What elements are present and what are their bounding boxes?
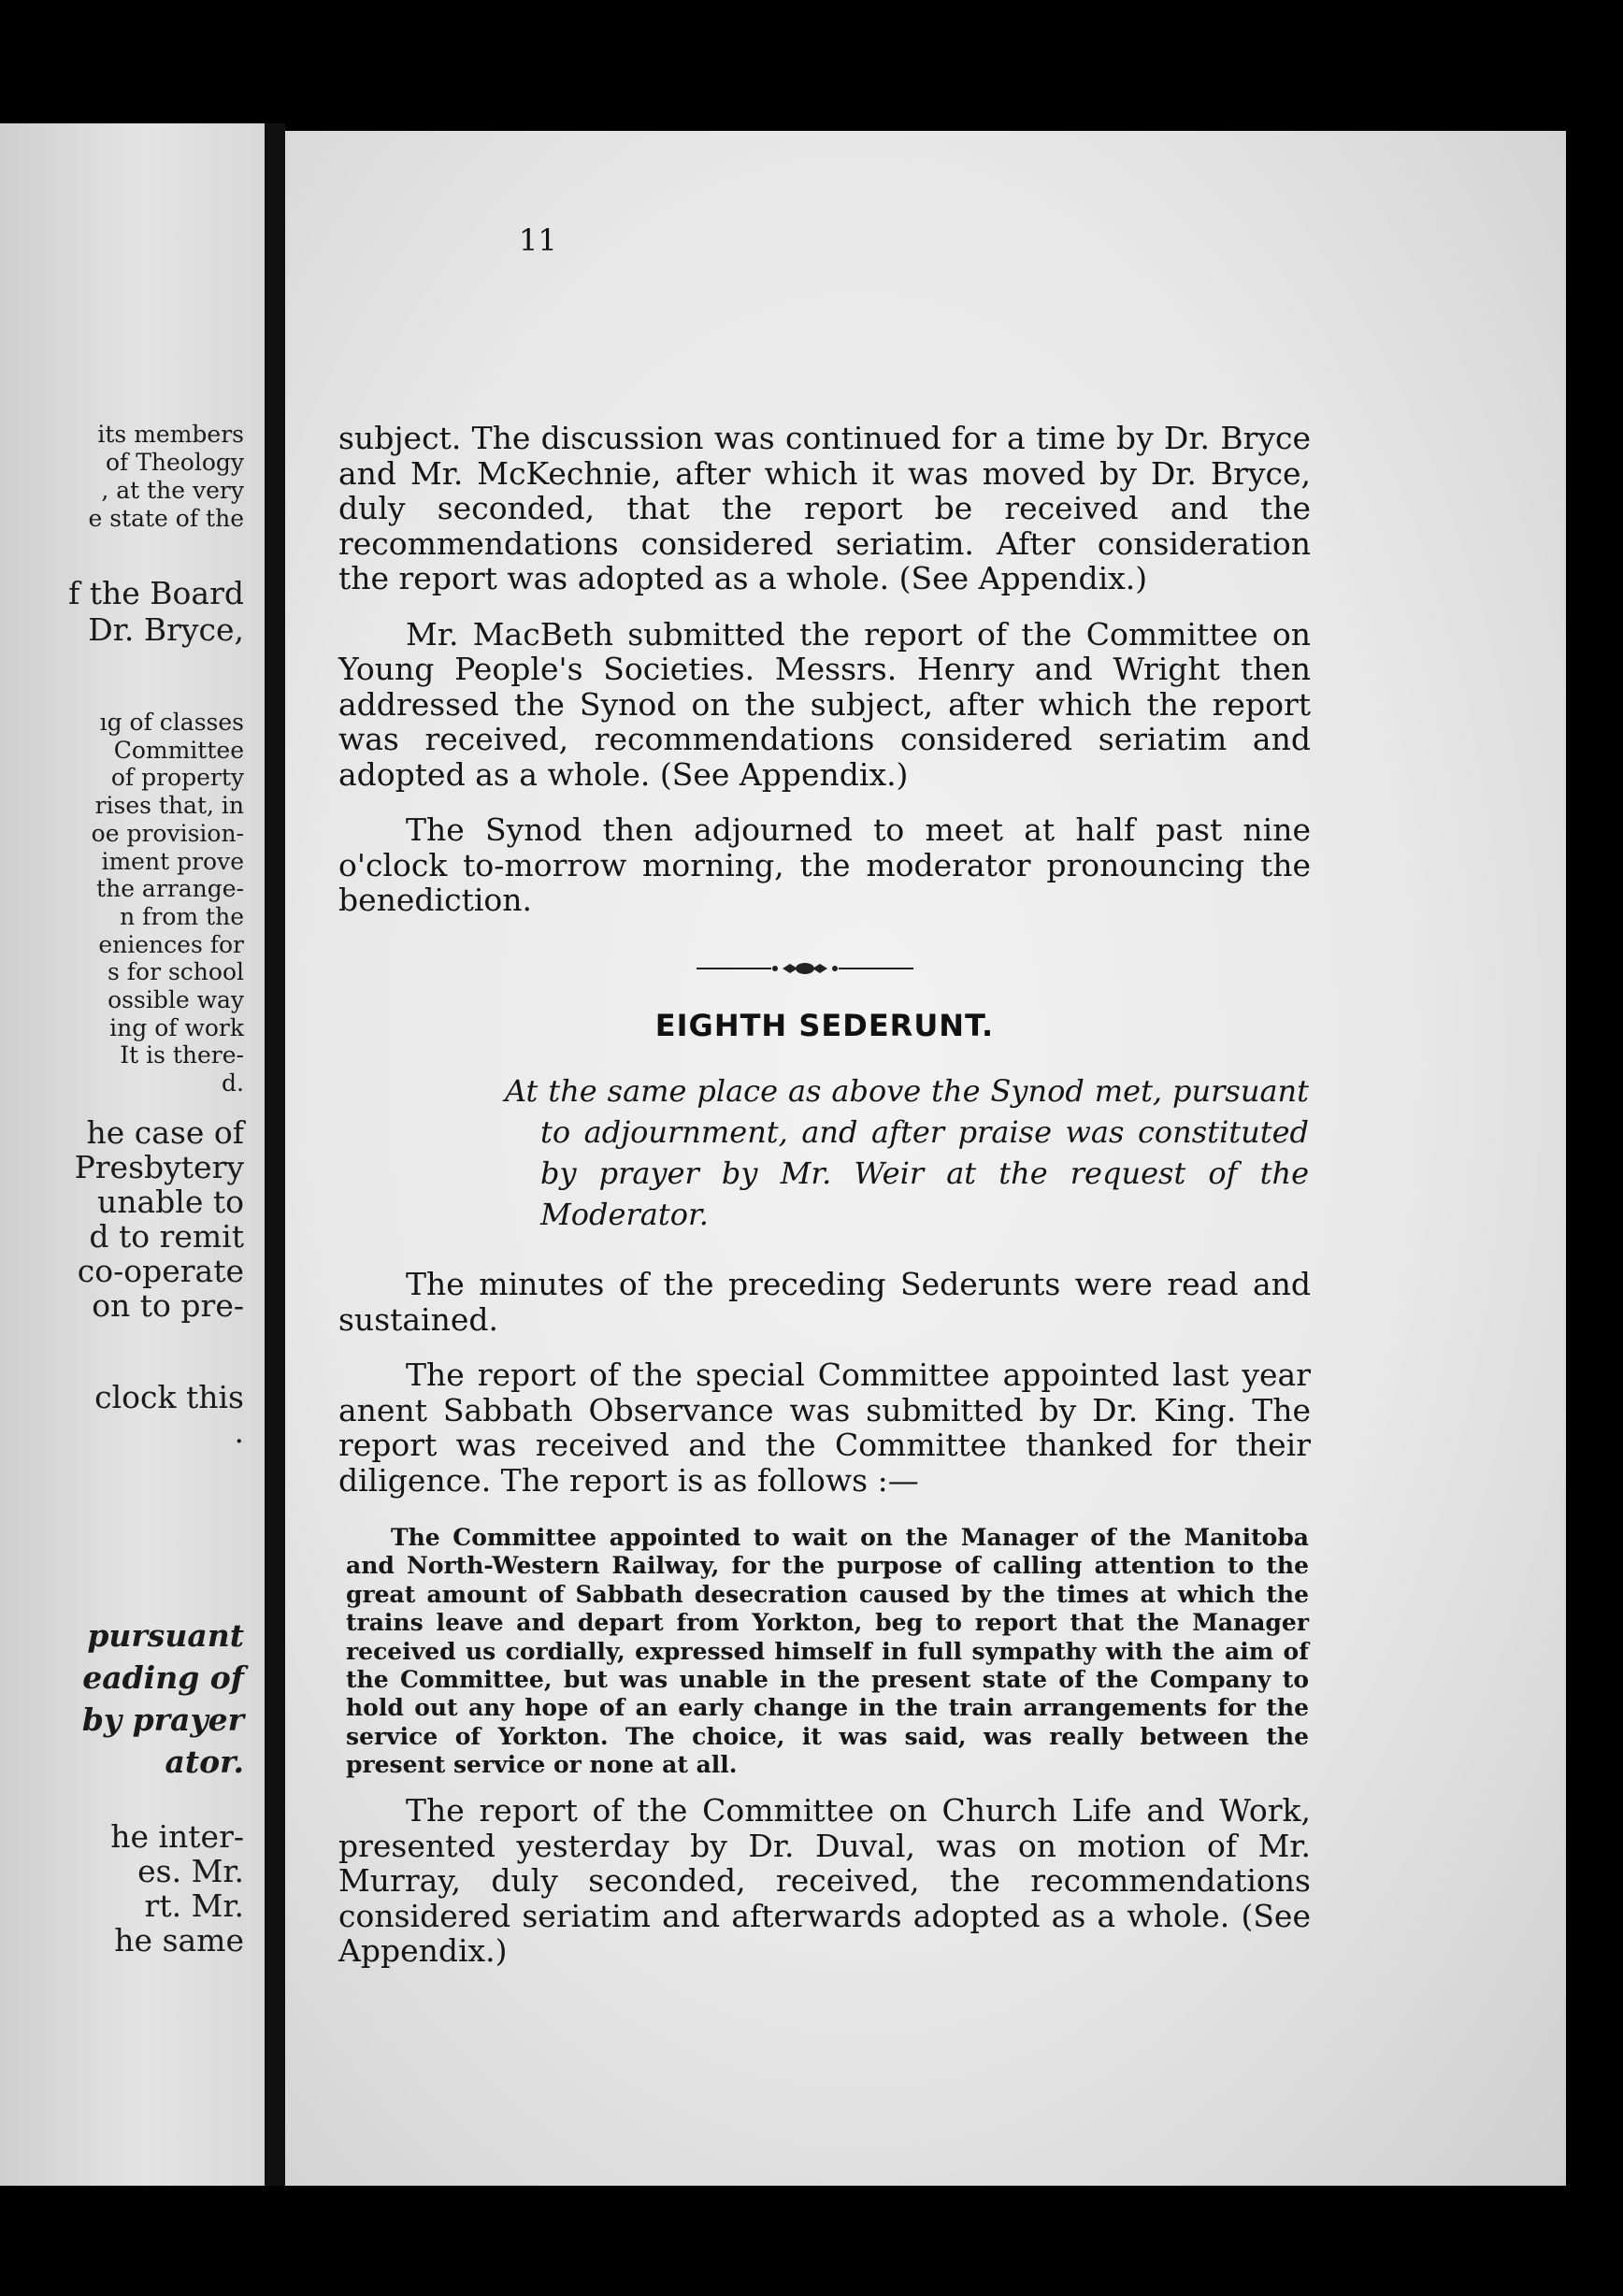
left-page-fragment: , at the very [101, 477, 244, 504]
left-page-fragment: oe provision- [91, 819, 244, 847]
left-page-fragment: co-operate [77, 1253, 244, 1289]
page-number: 11 [519, 222, 557, 258]
left-page-fragment: on to pre- [92, 1287, 244, 1324]
ornament-divider [697, 955, 913, 982]
paragraph-young-peoples-societies: Mr. MacBeth submitted the report of the Committee on Young People's Societies. Messrs. Henry and Wright then addressed the Synod on the subject, after which the report was received, recommendations considered seriatim and adopted as a whole. (See Appendix.) [338, 615, 1311, 793]
left-page-fragment: by prayer [81, 1701, 244, 1738]
left-page-fragment: he case of [86, 1114, 244, 1151]
section-heading: EIGHTH SEDERUNT. [654, 1008, 995, 1043]
left-page-fragment: the arrange- [96, 875, 244, 903]
left-page-fragment: s for school [107, 958, 244, 986]
left-page-fragment: he inter- [110, 1818, 244, 1855]
left-page-fragment: . [234, 1413, 244, 1450]
left-facing-page [0, 123, 265, 2189]
left-page-fragment: n from the [120, 902, 244, 930]
body-text-bottom [338, 1793, 1311, 1969]
left-page-fragment: Presbytery [74, 1149, 244, 1185]
paragraph-sabbath-report: The report of the special Committee appointed last year anent Sabbath Observance was submitted by Dr. King. The report was received and the Committee thanked for their diligence. The report is as follows :— [338, 1356, 1311, 1499]
left-page-fragment: ing of work [109, 1013, 244, 1041]
left-page-fragment: Dr. Bryce, [88, 611, 244, 648]
body-text-middle [338, 1267, 1311, 1498]
left-page-fragment: he same [114, 1922, 244, 1959]
left-page-fragment: clock this [94, 1379, 244, 1415]
left-page-fragment: f the Board [68, 575, 244, 611]
italic-intro-text: At the same place as above the Synod met, pursuant to adjournment, and after praise was constituted by prayer by Mr. Weir at the request of the Moderator. [505, 1073, 1309, 1232]
left-page-fragment: eading of [82, 1659, 244, 1696]
left-page-fragment: d to remit [89, 1218, 244, 1255]
left-page-fragment: ıg of classes [99, 709, 244, 736]
italic-intro [505, 1070, 1309, 1235]
left-page-fragment: rt. Mr. [144, 1887, 244, 1924]
left-page-fragment: ator. [165, 1744, 244, 1780]
left-page-fragment: Committee [113, 736, 244, 764]
bottom-dark-edge [0, 2186, 1623, 2296]
left-page-fragment: of Theology [105, 449, 244, 476]
right-dark-edge [1566, 123, 1623, 2208]
body-text-top [338, 421, 1311, 918]
paragraph-church-life: The report of the Committee on Church Life and Work, presented yesterday by Dr. Duval, was on motion of Mr. Murray, duly seconded, received, the recommendations considered seriatim and afterwards adopted as a whole. (See Appendix.) [338, 1792, 1311, 1969]
quoted-report [346, 1524, 1309, 1780]
left-page-fragment: ossible way [108, 986, 244, 1013]
quoted-report-text: The Committee appointed to wait on the Manager of the Manitoba and North-Western Railway, for the purpose of calling attention to the great amount of Sabbath desecration caused by the times at which the trains leave and depart from Yorkton, beg to report that the Manager received us cordially, expressed himself in full sympathy with the aim of the Committee, but was unable in the present state of the Company to hold out any hope of an early change in the train arrangements for the service of Yorkton. The choice, it was said, was really between the present service or none at all. [346, 1524, 1309, 1779]
paragraph-minutes: The minutes of the preceding Sederunts were read and sustained. [338, 1266, 1311, 1338]
paragraph-continuation: subject. The discussion was continued for a time by Dr. Bryce and Mr. McKechnie, after which it was moved by Dr. Bryce, duly seconded, that the report be received and the recommendations considered seriatim. After consideration the report was adopted as a whole. (See Appendix.) [338, 420, 1311, 596]
left-page-fragment: d. [222, 1069, 244, 1098]
paragraph-adjournment: The Synod then adjourned to meet at half past nine o'clock to-morrow morning, the moderator pronouncing the benediction. [338, 811, 1311, 918]
left-page-fragment: iment prove [101, 847, 244, 875]
book-gutter [265, 123, 285, 2208]
left-page-fragment: of property [110, 764, 244, 792]
left-page-fragment: eniences for [98, 930, 244, 958]
left-page-fragment: unable to [96, 1184, 244, 1220]
left-page-fragment: es. Mr. [137, 1853, 244, 1889]
left-page-fragment: rises that, in [94, 792, 244, 820]
left-page-fragment: its members [97, 421, 244, 448]
left-page-fragment: pursuant [87, 1617, 244, 1654]
left-page-fragment: e state of the [88, 505, 244, 532]
left-page-fragment: It is there- [120, 1041, 244, 1069]
